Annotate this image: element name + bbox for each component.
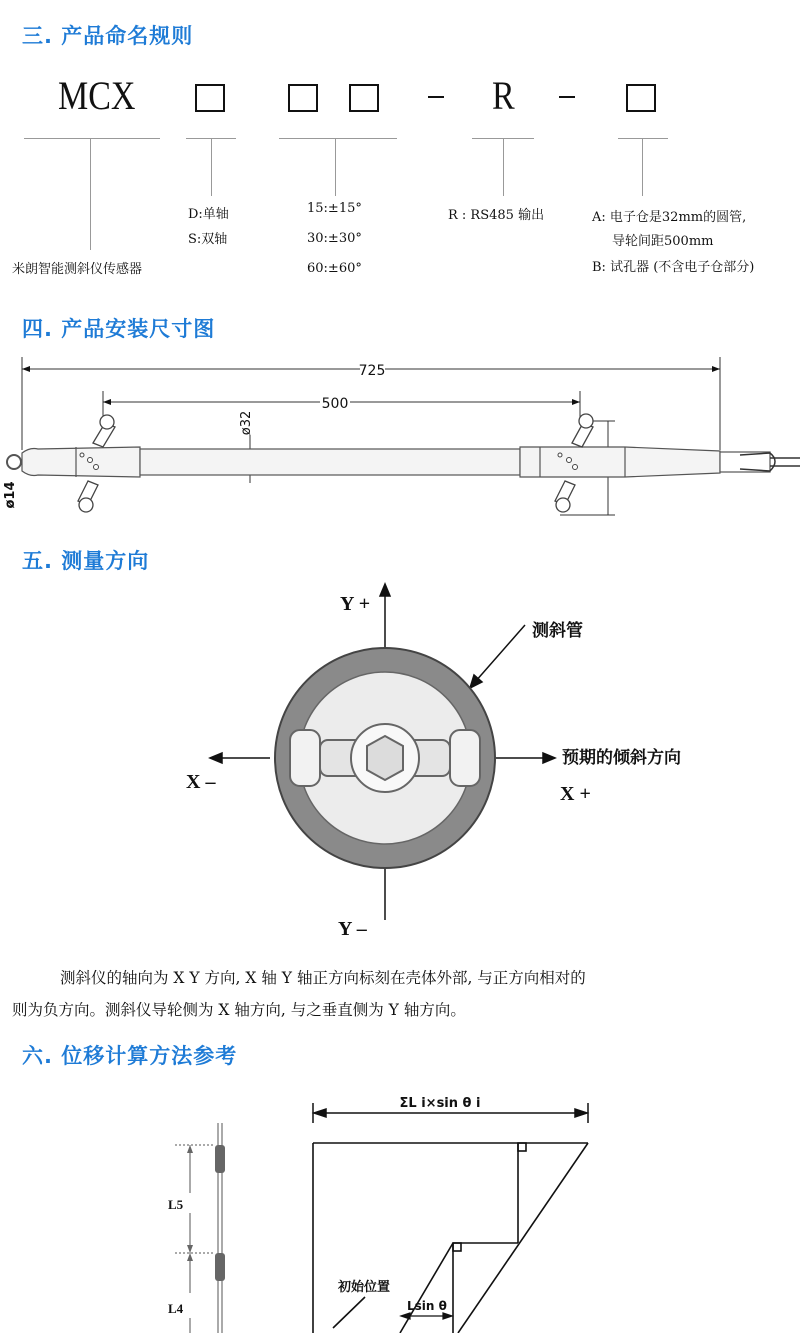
code-separator-1 bbox=[428, 96, 444, 98]
label-y-plus: Y + bbox=[340, 593, 371, 615]
label-inclinometer-pipe: 测斜管 bbox=[532, 621, 583, 641]
model-r: R bbox=[492, 73, 515, 118]
desc-axis-single: D:单轴 bbox=[188, 207, 229, 222]
dim-total-725: 725 bbox=[358, 363, 386, 379]
desc-option-b: B: 试孔器 (不含电子仓部分) bbox=[592, 260, 755, 275]
desc-prefix: 米朗智能测斜仪传感器 bbox=[12, 262, 143, 277]
code-box-option bbox=[626, 84, 656, 112]
underline-range bbox=[279, 138, 397, 139]
label-expected-tilt: 预期的倾斜方向 bbox=[562, 748, 681, 768]
axis-description-line-1: 测斜仪的轴向为 X Y 方向, X 轴 Y 轴正方向标刻在壳体外部, 与正方向相对的 bbox=[60, 969, 586, 987]
leader-r bbox=[503, 138, 504, 196]
label-sum-formula: ΣL i×sin θ i bbox=[399, 1096, 481, 1111]
code-box-range-2 bbox=[349, 84, 379, 112]
desc-rs485: R : RS485 输出 bbox=[448, 208, 545, 223]
section-title-measure-direction: 五. 测量方向 bbox=[22, 549, 150, 573]
desc-range-60: 60:±60° bbox=[307, 261, 362, 276]
leader-option bbox=[642, 138, 643, 196]
leader-prefix bbox=[90, 138, 91, 250]
leader-range bbox=[335, 138, 336, 196]
model-prefix: MCX bbox=[58, 73, 136, 118]
desc-axis-dual: S:双轴 bbox=[188, 232, 228, 247]
dim-wheel-500: 500 bbox=[321, 396, 349, 412]
code-box-range-1 bbox=[288, 84, 318, 112]
label-initial-position: 初始位置 bbox=[338, 1280, 391, 1295]
label-lsin-theta: Lsin θ bbox=[407, 1299, 447, 1313]
install-dimension-drawing bbox=[0, 355, 800, 525]
code-box-axis bbox=[195, 84, 225, 112]
desc-option-a-2: 导轮间距500mm bbox=[612, 234, 714, 249]
axis-description-line-2: 则为负方向。测斜仪导轮侧为 X 轴方向, 与之垂直侧为 Y 轴方向。 bbox=[12, 1001, 466, 1019]
underline-prefix bbox=[24, 138, 160, 139]
label-x-minus: X – bbox=[186, 771, 216, 793]
label-y-minus: Y – bbox=[338, 918, 367, 940]
section-title-displacement-calc: 六. 位移计算方法参考 bbox=[22, 1044, 238, 1068]
displacement-calc-diagram bbox=[0, 1083, 800, 1333]
desc-option-a: A: 电子仓是32mm的圆管, bbox=[592, 210, 747, 225]
label-x-plus: X + bbox=[560, 783, 591, 805]
dim-dia-14: ø14 bbox=[3, 481, 18, 509]
label-l4: L4 bbox=[168, 1301, 184, 1316]
section-title-install-dims: 四. 产品安装尺寸图 bbox=[22, 317, 216, 341]
leader-axis bbox=[211, 138, 212, 196]
code-separator-2 bbox=[559, 96, 575, 98]
underline-option bbox=[618, 138, 668, 139]
label-l5: L5 bbox=[168, 1197, 184, 1212]
measure-direction-diagram bbox=[0, 580, 800, 970]
desc-range-15: 15:±15° bbox=[307, 201, 362, 216]
desc-range-30: 30:±30° bbox=[307, 231, 362, 246]
dim-dia-32: ø32 bbox=[239, 410, 254, 436]
section-title-naming: 三. 产品命名规则 bbox=[22, 24, 194, 48]
